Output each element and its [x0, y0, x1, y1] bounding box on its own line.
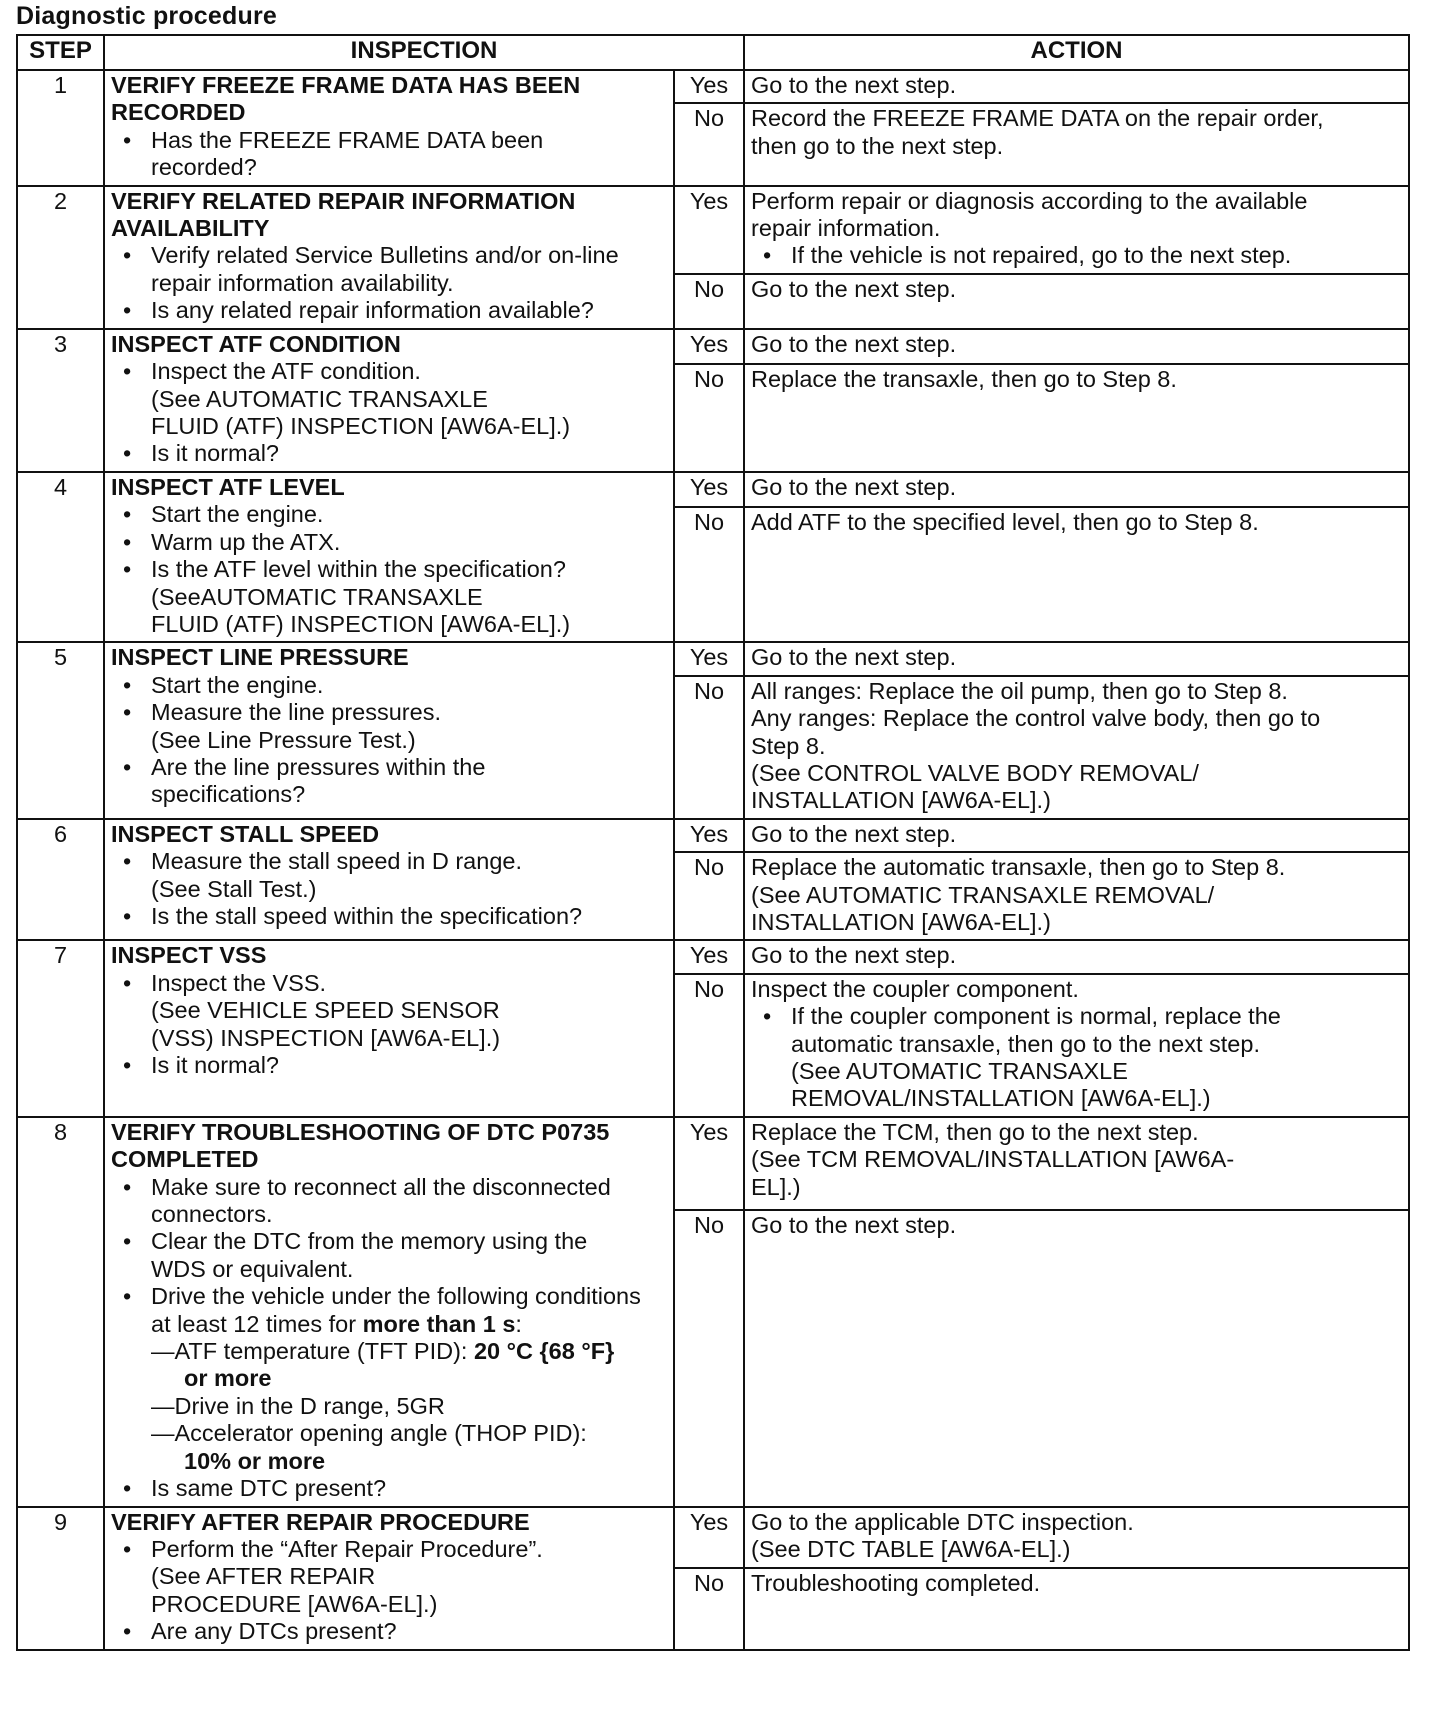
inspection-cell — [104, 1117, 674, 1507]
bullet-item — [111, 242, 667, 297]
no-label: No — [674, 103, 744, 185]
action-line: EL].) — [751, 1173, 801, 1200]
inspection-cell — [104, 940, 674, 1116]
inspection-cell — [104, 819, 674, 941]
bullet-text: • Start the engine. — [151, 671, 324, 698]
yes-action — [744, 329, 1409, 365]
inspection-title — [111, 72, 667, 127]
bullet-text: • Perform the “After Repair Procedure”. — [151, 1535, 543, 1562]
yes-action — [744, 940, 1409, 973]
step-number: 7 — [17, 940, 104, 1116]
step-row-yes — [17, 1117, 1409, 1210]
no-action — [744, 103, 1409, 185]
bullet-list — [111, 848, 667, 930]
action-line: Add ATF to the specified level, then go to Step 8. — [751, 509, 1259, 536]
action-line: Replace the automatic transaxle, then go to Step 8. — [751, 854, 1286, 881]
inspection-title-line: INSPECT ATF CONDITION — [111, 330, 401, 357]
no-label: No — [674, 507, 744, 642]
bullet-text: (See AUTOMATIC TRANSAXLE — [791, 1058, 1128, 1084]
bullet-item — [111, 1228, 667, 1283]
bullet-list — [111, 1174, 667, 1284]
bullet-text: • Drive the vehicle under the following conditions — [151, 1283, 641, 1310]
inspection-cell — [104, 70, 674, 186]
text-bold: 20 °C {68 °F} — [473, 1338, 615, 1365]
step-number: 6 — [17, 819, 104, 941]
bullet-text: recorded? — [151, 154, 257, 181]
bullet-text: • Verify related Service Bulletins and/or on-line — [151, 242, 619, 269]
bullet-item — [111, 556, 667, 638]
bullet-text: • Inspect the ATF condition. — [151, 358, 421, 385]
no-label: No — [674, 274, 744, 329]
bullet-text: • If the coupler component is normal, replace the — [791, 1003, 1281, 1030]
bullet-text: (SeeAUTOMATIC TRANSAXLE — [151, 583, 483, 610]
yes-label: Yes — [674, 1507, 744, 1568]
condition-line: —Drive in the D range, 5GR — [151, 1392, 445, 1419]
action-line: then go to the next step. — [751, 132, 1004, 159]
header-step: STEP — [17, 35, 104, 70]
step-number: 4 — [17, 472, 104, 642]
bullet-item — [111, 297, 667, 324]
condition-cont: or more — [184, 1365, 272, 1392]
step-row-yes — [17, 642, 1409, 675]
condition-line: —Accelerator opening angle (THOP PID): — [151, 1420, 587, 1447]
condition-cont: 10% or more — [184, 1447, 326, 1474]
yes-action — [744, 642, 1409, 675]
text-bold: more than 1 s — [362, 1310, 516, 1337]
bullet-list — [751, 1003, 1402, 1113]
inspection-title — [111, 821, 667, 848]
bullet-item — [111, 440, 667, 467]
yes-action — [744, 186, 1409, 274]
bullet-list — [111, 1536, 667, 1646]
bullet-text: • Start the engine. — [151, 501, 324, 528]
bullet-item — [111, 754, 667, 809]
bullet-text: • Is the ATF level within the specification? — [151, 556, 566, 583]
bullet-text: (See AUTOMATIC TRANSAXLE — [151, 385, 488, 412]
table-body — [17, 70, 1409, 1650]
bullet-item — [111, 1475, 667, 1502]
yes-label: Yes — [674, 940, 744, 973]
inspection-title — [111, 1119, 667, 1174]
bullet-text: • Is it normal? — [151, 1052, 279, 1078]
bullet-text: • Make sure to reconnect all the disconnected — [151, 1173, 611, 1200]
bullet-item — [111, 1174, 667, 1229]
bullet-text: automatic transaxle, then go to the next step. — [791, 1030, 1260, 1057]
action-line: Go to the next step. — [751, 644, 957, 671]
diagnostic-table — [16, 34, 1410, 1651]
inspection-title-line: INSPECT VSS — [111, 942, 267, 969]
bullet-text: connectors. — [151, 1201, 273, 1228]
inspection-title-line: VERIFY FREEZE FRAME DATA HAS BEEN — [111, 72, 581, 98]
no-action — [744, 1210, 1409, 1507]
no-action — [744, 364, 1409, 471]
action-line: All ranges: Replace the oil pump, then go to Step 8. — [751, 677, 1288, 704]
bullet-text: specifications? — [151, 781, 306, 808]
inspection-title — [111, 1509, 667, 1536]
condition-line — [111, 1338, 667, 1365]
action-line: Go to the next step. — [751, 72, 957, 98]
inspection-title — [111, 474, 667, 501]
no-action — [744, 974, 1409, 1117]
yes-label: Yes — [674, 1117, 744, 1210]
action-line: Go to the next step. — [751, 275, 957, 302]
action-line: INSTALLATION [AW6A-EL].) — [751, 908, 1051, 935]
inspection-title — [111, 644, 667, 671]
step-row-yes — [17, 329, 1409, 365]
bullet-text: REMOVAL/INSTALLATION [AW6A-EL].) — [791, 1085, 1211, 1112]
yes-action — [744, 819, 1409, 852]
action-line: Go to the next step. — [751, 330, 957, 357]
no-action — [744, 852, 1409, 940]
bullet-list — [751, 242, 1402, 269]
bullet-item — [111, 699, 667, 754]
yes-label: Yes — [674, 472, 744, 507]
page-title: Diagnostic procedure — [16, 2, 277, 30]
header-row — [17, 35, 1409, 70]
yes-label: Yes — [674, 70, 744, 103]
bullet-list — [111, 242, 667, 324]
no-action — [744, 1568, 1409, 1650]
bullet-item — [111, 1618, 667, 1645]
action-line: (See CONTROL VALVE BODY REMOVAL/ — [751, 759, 1199, 786]
step-row-yes — [17, 819, 1409, 852]
bullet-list — [111, 970, 667, 1080]
bullet-text: • Measure the line pressures. — [151, 699, 441, 726]
bullet-text: repair information availability. — [151, 269, 454, 296]
yes-label: Yes — [674, 642, 744, 675]
bullet-list — [111, 127, 667, 182]
step-number: 2 — [17, 186, 104, 329]
inspection-cell — [104, 1507, 674, 1650]
action-line: Replace the TCM, then go to the next step. — [751, 1118, 1199, 1145]
bullet-text: • Is it normal? — [151, 440, 279, 467]
step-row-yes — [17, 70, 1409, 103]
step-number: 1 — [17, 70, 104, 186]
action-line: Inspect the coupler component. — [751, 975, 1079, 1002]
bullet-text: • If the vehicle is not repaired, go to the next step. — [791, 242, 1292, 269]
action-line: Go to the next step. — [751, 473, 957, 500]
bullet-list — [111, 501, 667, 638]
bullet-item — [751, 1003, 1402, 1113]
bullet-list — [111, 1475, 667, 1502]
action-line: INSTALLATION [AW6A-EL].) — [751, 787, 1051, 814]
bullet-text: (See Stall Test.) — [151, 875, 317, 902]
text-plain: : — [515, 1310, 522, 1337]
no-label: No — [674, 974, 744, 1117]
step-row-yes — [17, 472, 1409, 507]
bullet-item — [111, 970, 667, 1052]
text-plain: —ATF temperature (TFT PID): — [151, 1338, 474, 1365]
action-line: Troubleshooting completed. — [751, 1569, 1041, 1596]
bullet-item — [111, 501, 667, 528]
bullet-text: • Inspect the VSS. — [151, 969, 327, 996]
step-number: 8 — [17, 1117, 104, 1507]
yes-action — [744, 1117, 1409, 1210]
step-row-yes — [17, 1507, 1409, 1568]
text-plain: at least 12 times for — [151, 1310, 363, 1337]
bullet-text: (See VEHICLE SPEED SENSOR — [151, 997, 500, 1024]
action-line: (See TCM REMOVAL/INSTALLATION [AW6A- — [751, 1146, 1235, 1173]
bullet-text: • Is any related repair information available? — [151, 297, 594, 324]
bullet-text: • Has the FREEZE FRAME DATA been — [151, 126, 544, 153]
inspection-title-line: COMPLETED — [111, 1146, 259, 1173]
bullet-item — [111, 1536, 667, 1618]
bullet-list — [111, 672, 667, 809]
action-line: (See AUTOMATIC TRANSAXLE REMOVAL/ — [751, 881, 1215, 908]
bullet-text: • Warm up the ATX. — [151, 528, 341, 555]
bullet-item — [111, 1283, 667, 1338]
bullet-text: • Is the stall speed within the specification? — [151, 902, 583, 929]
yes-action — [744, 472, 1409, 507]
action-line: (See DTC TABLE [AW6A-EL].) — [751, 1535, 1071, 1562]
no-action — [744, 676, 1409, 819]
action-line: Any ranges: Replace the control valve body, then go to — [751, 705, 1321, 732]
step-number: 9 — [17, 1507, 104, 1650]
bullet-item — [111, 903, 667, 930]
yes-label: Yes — [674, 329, 744, 365]
inspection-title-line: AVAILABILITY — [111, 215, 270, 242]
bullet-text: PROCEDURE [AW6A-EL].) — [151, 1590, 438, 1617]
bullet-list — [111, 1283, 667, 1338]
header-action: ACTION — [744, 35, 1409, 70]
yes-label: Yes — [674, 819, 744, 852]
step-number: 5 — [17, 642, 104, 818]
bullet-item — [111, 127, 667, 182]
bullet-text: FLUID (ATF) INSPECTION [AW6A-EL].) — [151, 610, 571, 637]
step-row-yes — [17, 186, 1409, 274]
bullet-text: • Are the line pressures within the — [151, 753, 486, 780]
action-line: Step 8. — [751, 732, 826, 759]
bullet-text: (VSS) INSPECTION [AW6A-EL].) — [151, 1024, 501, 1051]
inspection-title — [111, 331, 667, 358]
inspection-cell — [104, 472, 674, 642]
action-line: Perform repair or diagnosis according to the available — [751, 187, 1308, 214]
inspection-title — [111, 188, 667, 243]
no-label: No — [674, 1210, 744, 1507]
no-label: No — [674, 852, 744, 940]
no-label: No — [674, 1568, 744, 1650]
bullet-item — [111, 848, 667, 903]
inspection-title-line: INSPECT LINE PRESSURE — [111, 644, 409, 671]
bullet-text: • Clear the DTC from the memory using the — [151, 1228, 588, 1255]
bullet-text: • Are any DTCs present? — [151, 1618, 397, 1645]
bullet-item — [111, 529, 667, 556]
yes-action — [744, 70, 1409, 103]
bullet-item — [111, 358, 667, 440]
bullet-text: • Measure the stall speed in D range. — [151, 848, 522, 875]
inspection-cell — [104, 186, 674, 329]
inspection-title-line: INSPECT STALL SPEED — [111, 820, 380, 847]
bullet-text: (See Line Pressure Test.) — [151, 726, 416, 753]
action-line: Go to the next step. — [751, 942, 957, 969]
action-line: Go to the applicable DTC inspection. — [751, 1508, 1134, 1535]
no-label: No — [674, 364, 744, 471]
no-action — [744, 507, 1409, 642]
step-number: 3 — [17, 329, 104, 472]
bullet-text — [151, 1311, 667, 1338]
inspection-title-line: VERIFY AFTER REPAIR PROCEDURE — [111, 1508, 530, 1535]
bullet-text: WDS or equivalent. — [151, 1255, 354, 1282]
bullet-text: FLUID (ATF) INSPECTION [AW6A-EL].) — [151, 413, 571, 440]
inspection-title-line: VERIFY TROUBLESHOOTING OF DTC P0735 — [111, 1118, 610, 1145]
yes-label: Yes — [674, 186, 744, 274]
action-line: Record the FREEZE FRAME DATA on the repair order, — [751, 105, 1324, 132]
bullet-item — [751, 242, 1402, 269]
inspection-title — [111, 942, 667, 969]
action-line: Replace the transaxle, then go to Step 8. — [751, 366, 1177, 393]
step-row-yes — [17, 940, 1409, 973]
action-line: Go to the next step. — [751, 1211, 957, 1238]
inspection-cell — [104, 329, 674, 472]
bullet-item — [111, 672, 667, 699]
inspection-title-line: RECORDED — [111, 99, 246, 126]
yes-action — [744, 1507, 1409, 1568]
header-inspection: INSPECTION — [104, 35, 744, 70]
no-label: No — [674, 676, 744, 819]
bullet-item — [111, 1052, 667, 1079]
action-line: Go to the next step. — [751, 820, 957, 847]
inspection-cell — [104, 642, 674, 818]
bullet-text: • Is same DTC present? — [151, 1475, 387, 1502]
inspection-title-line: VERIFY RELATED REPAIR INFORMATION — [111, 187, 576, 214]
no-action — [744, 274, 1409, 329]
inspection-title-line: INSPECT ATF LEVEL — [111, 473, 345, 500]
bullet-list — [111, 358, 667, 468]
action-line: repair information. — [751, 215, 941, 242]
bullet-text: (See AFTER REPAIR — [151, 1563, 376, 1590]
